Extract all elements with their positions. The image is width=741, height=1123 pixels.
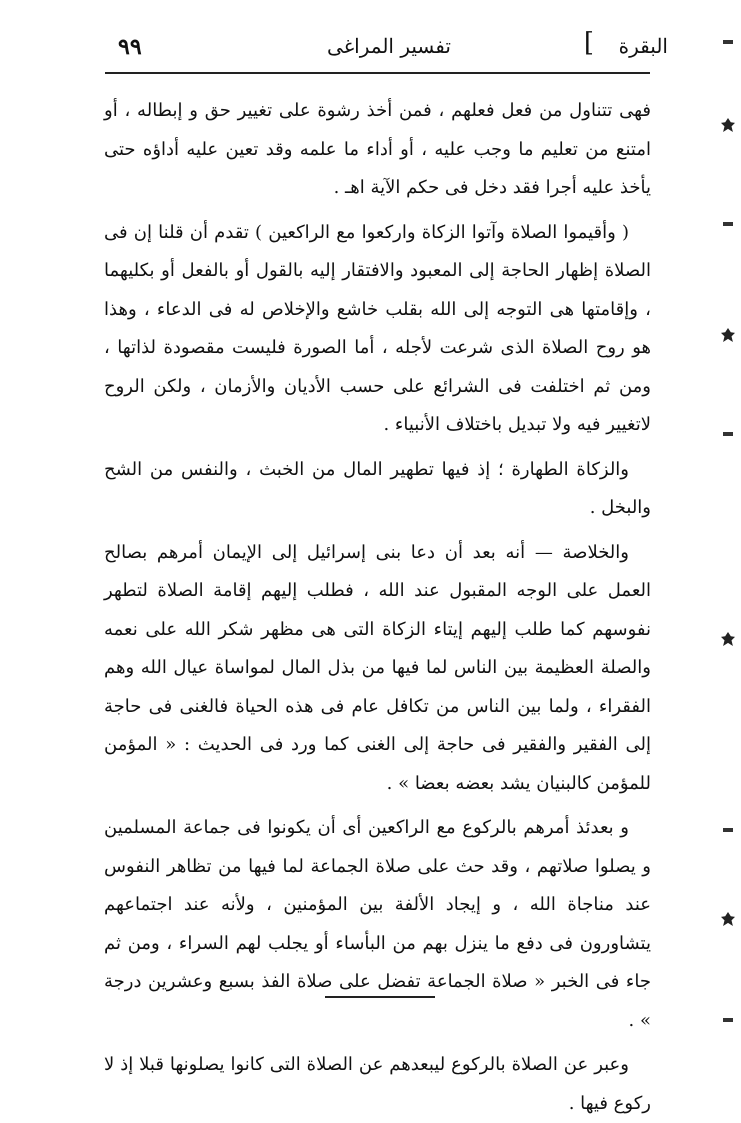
header-rule [105, 72, 650, 74]
paragraph-6: وعبر عن الصلاة بالركوع ليبعدهم عن الصلاة التى كانوا يصلونها قبلا إذ لا ركوع فيها . [104, 1054, 651, 1114]
margin-mark-blot [721, 328, 735, 342]
margin-mark-dot [723, 432, 733, 436]
margin-mark-dot [723, 40, 733, 44]
paragraph-4: والخلاصة — أنه بعد أن دعا بنى إسرائيل إلى الإيمان أمرهم بصالح العمل على الوجه المقبول عند الله ، فطلب إليهم إقامة الصلاة لتطهر نفوسهم كما طلب إليهم إيتاء الزكاة التى هى مظهر شكر الله على نعمه والصلة العظيمة بين الناس لما فيها من بذل المال لمواساة عيال الله وهم الفقراء ، ولما بين الناس من تكافل عام فى هذه الحياة فالغنى فى حاجة إلى الفقير والفقير فى حاجة إلى الغنى كما ورد فى الحديث : « المؤمن للمؤمن كالبنيان يشد بعضه بعضا » . [104, 541, 651, 794]
margin-mark-dot [723, 828, 733, 832]
page-header [100, 30, 678, 70]
paragraph-3: والزكاة الطهارة ؛ إذ فيها تطهير المال من الخبث ، والنفس من الشح والبخل . [104, 458, 651, 518]
page-body [104, 92, 651, 1123]
paragraph-5: و بعدئذ أمرهم بالركوع مع الراكعين أى أن يكونوا فى جماعة المسلمين و يصلوا صلاتهم ، وقد حث على صلاة الجماعة لما فيها من تظاهر النفوس عند مناجاة الله ، و إيجاد الألفة بين المؤمنين ، ولأنه عند اجتماعهم يتشاورون فى دفع ما ينزل بهم من البأساء أو يجلب لهم السراء ، ومن ثم جاء فى الخبر « صلاة الجماعة تفضل على صلاة الفذ بسبع وعشرين درجة » . [104, 817, 651, 1031]
margin-mark-blot [721, 118, 735, 132]
header-bracket: ] [583, 28, 594, 58]
margin-mark-blot [721, 632, 735, 646]
paragraph-1: فهى تتناول من فعل فعلهم ، فمن أخذ رشوة على تغيير حق و إبطاله ، أو امتنع من تعليم ما وجب عليه ، أو أداء ما علمه وقد تعين عليه أداؤه حتى يأخذ عليه أجرا فقد دخل فى حكم الآية اهـ . [104, 100, 651, 198]
paragraph-2: ( وأقيموا الصلاة وآتوا الزكاة واركعوا مع الراكعين ) تقدم أن قلنا إن فى الصلاة إظهار الحاجة إلى المعبود والافتقار إليه بالقول أو بالفعل أو بكليهما ، وإقامتها هى التوجه إلى الله بقلب خاشع والإخلاص له فى الدعاء ، وهذا هو روح الصلاة الذى شرعت لأجله ، أما الصورة فليست مقصودة لذاتها ، ومن ثم اختلفت فى الشرائع على حسب الأديان والأزمان ، ولكن الروح لاتغيير فيه ولا تبديل باختلاف الأنبياء . [104, 221, 651, 435]
book-title: تفسير المراغى [327, 34, 451, 58]
margin-mark-dot [723, 1018, 733, 1022]
surah-name: البقرة [618, 34, 668, 58]
margin-mark-dot [723, 222, 733, 226]
closing-rule [325, 996, 435, 998]
page-number: ٩٩ [118, 34, 142, 60]
margin-mark-blot [721, 912, 735, 926]
